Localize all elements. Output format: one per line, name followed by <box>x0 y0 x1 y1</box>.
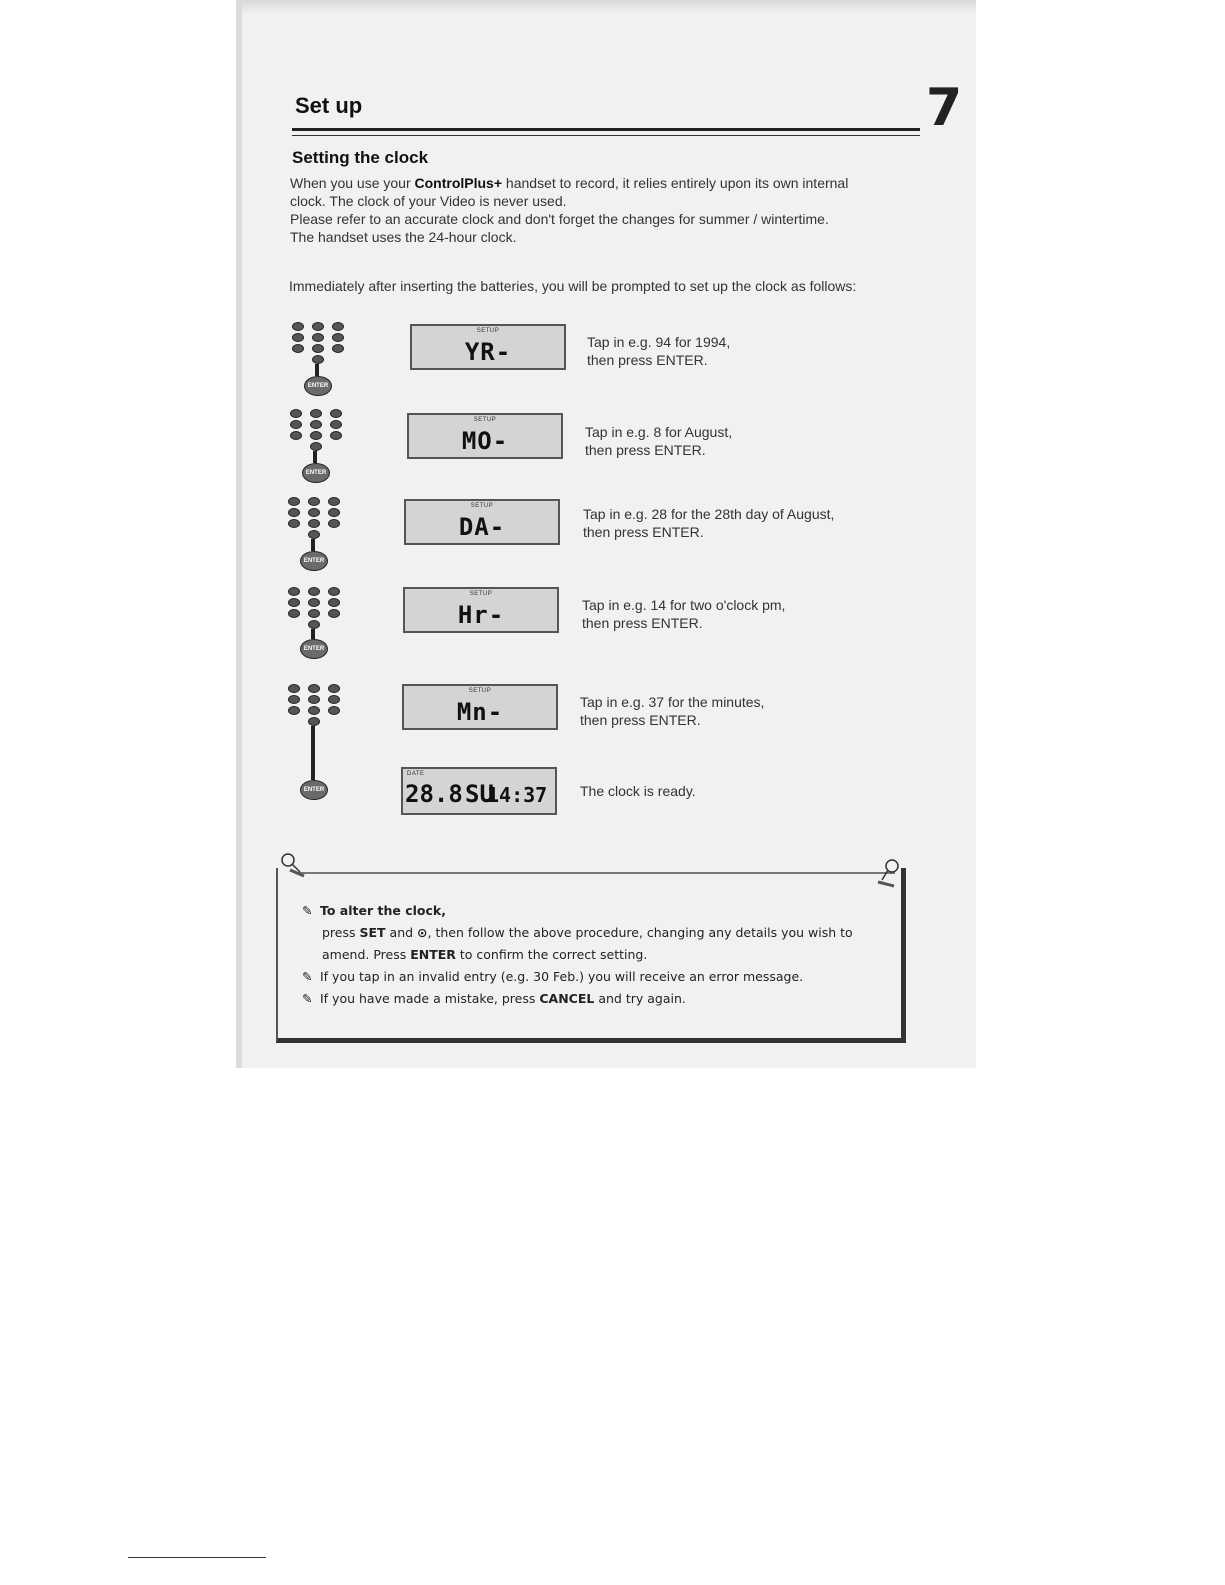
keypad-key-icon <box>292 322 304 331</box>
scan-edge-left <box>236 0 242 1068</box>
note-box-top-line <box>295 872 895 874</box>
enter-key-icon: ENTER <box>300 780 328 800</box>
step-instruction: then press ENTER. <box>585 442 706 458</box>
keypad-key-icon <box>328 609 340 618</box>
lcd-code: MO- <box>461 427 509 455</box>
setup-prompt: Immediately after inserting the batteries, you will be prompted to set up the clock as follows: <box>289 278 857 294</box>
keypad-key-icon <box>292 333 304 342</box>
keypad-key-icon <box>288 587 300 596</box>
note-text: amend. Press <box>322 947 411 962</box>
keypad-key-icon <box>310 420 322 429</box>
note-text: If you tap in an invalid entry (e.g. 30 Feb.) you will receive an error message. <box>320 969 804 984</box>
pen-bullet-icon: ✎ <box>302 969 313 984</box>
cancel-key-label: CANCEL <box>539 991 595 1006</box>
keypad-key-icon <box>288 497 300 506</box>
enter-key-icon: ENTER <box>300 551 328 571</box>
lcd-day: SU <box>465 780 494 808</box>
step-instruction: then press ENTER. <box>582 615 703 631</box>
keypad-key-icon <box>290 431 302 440</box>
lcd-code: Mn- <box>456 698 504 726</box>
note-heading-line <box>302 900 892 922</box>
note-line-3 <box>302 966 892 988</box>
enter-key-label: ENTER <box>410 947 456 962</box>
intro-line-2: clock. The clock of your Video is never used. <box>290 193 567 209</box>
keypad-key-icon <box>290 409 302 418</box>
intro-line-4: The handset uses the 24-hour clock. <box>290 229 517 245</box>
step-connector-line <box>311 726 315 780</box>
keypad-key-icon <box>288 695 300 704</box>
lcd-date-tag: DATE <box>407 771 425 777</box>
note-line-2 <box>302 944 892 966</box>
step-instruction: Tap in e.g. 14 for two o'clock pm, <box>582 597 786 613</box>
keypad-key-icon <box>312 322 324 331</box>
lcd-setup-tag: SETUP <box>473 417 497 423</box>
step-instruction: Tap in e.g. 37 for the minutes, <box>580 694 765 710</box>
step-connector-line <box>313 451 317 463</box>
brand-name: ControlPlus+ <box>414 175 503 191</box>
lcd-code: YR- <box>464 338 512 366</box>
lcd-code: Hr- <box>457 601 505 629</box>
keypad-key-icon <box>328 706 340 715</box>
note-heading: To alter the clock, <box>320 903 446 918</box>
note-line-4 <box>302 988 892 1010</box>
step-instruction: Tap in e.g. 94 for 1994, <box>587 334 731 350</box>
keypad-key-icon <box>308 620 320 629</box>
step-hour-text <box>582 596 785 632</box>
note-content <box>302 900 892 1010</box>
section-title: Setting the clock <box>292 148 429 167</box>
page-title: Set up <box>295 93 363 118</box>
note-text: press <box>322 925 360 940</box>
intro-line-3: Please refer to an accurate clock and don't forget the changes for summer / wintertime. <box>290 211 829 227</box>
step-instruction: Tap in e.g. 28 for the 28th day of August, <box>583 506 835 522</box>
pushpin-icon <box>278 850 308 880</box>
pushpin-icon <box>874 858 904 888</box>
keypad-key-icon <box>330 420 342 429</box>
keypad-key-icon <box>310 409 322 418</box>
header-rule-thin <box>292 135 920 136</box>
keypad-key-icon <box>308 695 320 704</box>
keypad-key-icon <box>310 431 322 440</box>
lcd-display-hour <box>403 587 559 633</box>
keypad-key-icon <box>308 587 320 596</box>
step-month-text <box>585 423 732 459</box>
lcd-display-minute <box>402 684 558 730</box>
lcd-display-day <box>404 499 560 545</box>
enter-key-icon: ENTER <box>302 463 330 483</box>
pen-bullet-icon: ✎ <box>302 991 313 1006</box>
keypad-key-icon <box>308 598 320 607</box>
keypad-key-icon <box>288 508 300 517</box>
keypad-key-icon <box>332 344 344 353</box>
step-instruction: then press ENTER. <box>587 352 708 368</box>
step-connector-line <box>315 364 319 376</box>
intro-text: When you use your <box>290 175 415 191</box>
keypad-key-icon <box>328 587 340 596</box>
keypad-key-icon <box>288 684 300 693</box>
step-minute-text <box>580 693 764 729</box>
enter-key-icon: ENTER <box>300 639 328 659</box>
keypad-key-icon <box>292 344 304 353</box>
keypad-key-icon <box>308 609 320 618</box>
step-year-text <box>587 333 730 369</box>
keypad-key-icon <box>312 355 324 364</box>
keypad-key-icon <box>328 508 340 517</box>
lcd-setup-tag: SETUP <box>476 328 500 334</box>
keypad-key-icon <box>312 344 324 353</box>
keypad-key-icon <box>332 333 344 342</box>
step-instruction: then press ENTER. <box>580 712 701 728</box>
lcd-setup-tag: SETUP <box>468 688 492 694</box>
keypad-key-icon <box>288 598 300 607</box>
keypad-key-icon <box>288 706 300 715</box>
lcd-code: DA- <box>458 513 506 541</box>
keypad-key-icon <box>308 717 320 726</box>
set-key-label: SET <box>359 925 386 940</box>
keypad-key-icon <box>328 695 340 704</box>
scan-edge-top <box>236 0 976 14</box>
keypad-key-icon <box>288 519 300 528</box>
lcd-display-year <box>410 324 566 370</box>
step-day-text <box>583 505 834 541</box>
lcd-date: 28.8 <box>405 780 463 808</box>
intro-paragraph <box>290 174 905 246</box>
intro-text: handset to record, it relies entirely upon its own internal <box>502 175 849 191</box>
step-connector-line <box>311 629 315 639</box>
note-text: and try again. <box>594 991 686 1006</box>
keypad-key-icon <box>310 442 322 451</box>
keypad-key-icon <box>328 519 340 528</box>
keypad-key-icon <box>288 609 300 618</box>
note-text: to confirm the correct setting. <box>455 947 648 962</box>
keypad-key-icon <box>312 333 324 342</box>
keypad-key-icon <box>308 706 320 715</box>
lcd-time: 14:37 <box>487 783 548 807</box>
note-text: , then follow the above procedure, changing any details you wish to <box>427 925 853 940</box>
intro-line-1 <box>290 174 905 192</box>
note-line-1 <box>302 922 892 944</box>
lcd-setup-tag: SETUP <box>470 503 494 509</box>
keypad-key-icon <box>308 519 320 528</box>
enter-key-icon: ENTER <box>304 376 332 396</box>
lcd-display-month <box>407 413 563 459</box>
keypad-key-icon <box>308 497 320 506</box>
step-instruction: Tap in e.g. 8 for August, <box>585 424 733 440</box>
keypad-key-icon <box>330 409 342 418</box>
keypad-key-icon <box>328 497 340 506</box>
keypad-key-icon <box>308 508 320 517</box>
lcd-display-final <box>401 767 557 815</box>
keypad-key-icon <box>328 684 340 693</box>
keypad-key-icon <box>330 431 342 440</box>
note-text: and <box>385 925 418 940</box>
final-text: The clock is ready. <box>580 783 696 799</box>
keypad-key-icon <box>308 530 320 539</box>
lcd-setup-tag: SETUP <box>469 591 493 597</box>
pen-bullet-icon: ✎ <box>302 903 313 918</box>
keypad-key-icon <box>290 420 302 429</box>
note-text: If you have made a mistake, press <box>320 991 540 1006</box>
chapter-number: 7 <box>926 78 963 138</box>
footer-rule <box>128 1557 266 1558</box>
keypad-key-icon <box>328 598 340 607</box>
keypad-key-icon <box>308 684 320 693</box>
step-instruction: then press ENTER. <box>583 524 704 540</box>
header-rule <box>292 128 920 131</box>
clock-key-icon: ⊙ <box>417 925 428 940</box>
step-connector-line <box>311 539 315 551</box>
keypad-key-icon <box>332 322 344 331</box>
